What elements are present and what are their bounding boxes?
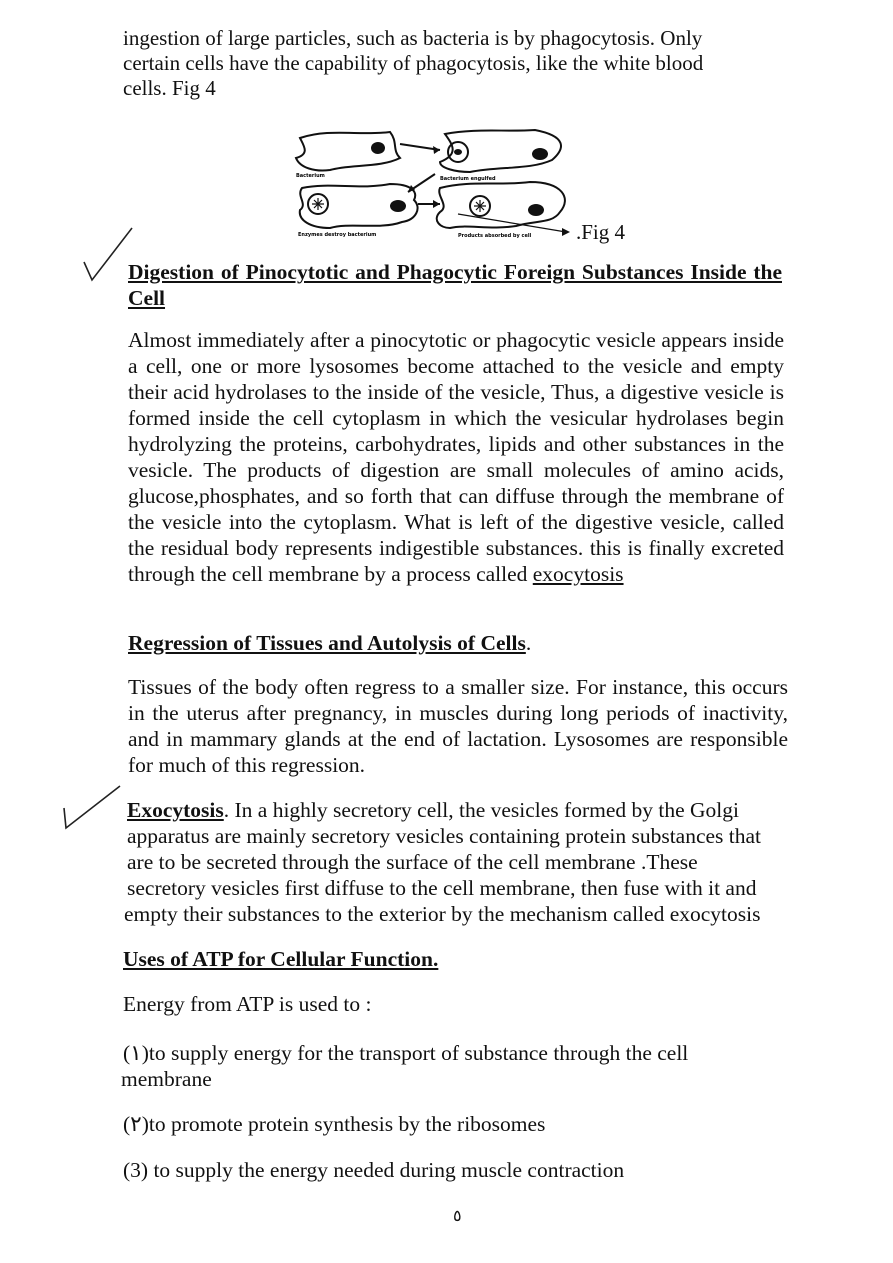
atp-heading-text: Uses of ATP for Cellular Function. bbox=[123, 947, 439, 971]
regression-heading-text: Regression of Tissues and Autolysis of Cells bbox=[128, 631, 526, 655]
exocytosis-line-2: apparatus are mainly secretory vesicles containing protein substances that bbox=[127, 824, 762, 848]
regression-heading-suffix: . bbox=[525, 631, 532, 655]
page-number: ٥ bbox=[453, 1208, 462, 1225]
atp-list-item-3 bbox=[123, 1157, 763, 1183]
intro-text: ingestion of large particles, such as bacteria is by phagocytosis. Only certain cells have the capability of phagocytosis, like the white blood cells. Fig 4 bbox=[123, 26, 704, 100]
atp-list-item-1 bbox=[123, 1040, 763, 1092]
label-bacterium: Bacterium bbox=[296, 173, 325, 179]
list-item-text: to promote protein synthesis by the ribosomes bbox=[148, 1112, 546, 1136]
exocytosis-line-3: are to be secreted through the surface of the cell membrane .These bbox=[127, 850, 698, 874]
list-item-text: to supply energy for the transport of substance through the cell bbox=[148, 1041, 689, 1065]
intro-paragraph bbox=[123, 26, 741, 101]
atp-heading bbox=[123, 946, 623, 972]
list-item-text: to supply the energy needed during muscle contraction bbox=[148, 1158, 625, 1182]
digestion-heading-text: Digestion of Pinocytotic and Phagocytic Foreign Substances Inside the Cell bbox=[128, 260, 782, 310]
atp-list-item-2 bbox=[123, 1111, 763, 1137]
list-number: (3) bbox=[123, 1158, 149, 1182]
atp-intro-text: Energy from ATP is used to : bbox=[123, 992, 372, 1016]
exocytosis-term-link: exocytosis bbox=[532, 562, 624, 586]
figure-label: .Fig 4 bbox=[576, 220, 626, 244]
regression-heading bbox=[128, 630, 782, 656]
list-item-continuation: membrane bbox=[121, 1067, 212, 1091]
list-number: (١) bbox=[123, 1041, 149, 1065]
label-products-absorbed: Products absorbed by cell bbox=[458, 233, 532, 239]
exocytosis-line-5: empty their substances to the exterior by the mechanism called exocytosis bbox=[124, 902, 761, 926]
regression-body: Tissues of the body often regress to a smaller size. For instance, this occurs in the uterus after pregnancy, in muscles during long periods of inactivity, and in mammary glands at the end of lactation. Lysosomes are responsible for much of this regression. bbox=[128, 675, 788, 777]
exocytosis-line-1: . In a highly secretory cell, the vesicles formed by the Golgi bbox=[223, 798, 739, 822]
phagocytosis-diagram bbox=[290, 124, 575, 242]
check-mark-icon bbox=[60, 784, 124, 834]
label-enzymes-destroy: Enzymes destroy bacterium bbox=[298, 232, 377, 238]
digestion-heading bbox=[128, 259, 782, 311]
exocytosis-line-4: secretory vesicles first diffuse to the cell membrane, then fuse with it and bbox=[127, 876, 757, 900]
regression-paragraph bbox=[128, 674, 788, 778]
atp-intro bbox=[123, 991, 623, 1017]
digestion-paragraph bbox=[128, 327, 784, 587]
exocytosis-term: Exocytosis bbox=[127, 798, 224, 822]
digestion-body: Almost immediately after a pinocytotic or phagocytic vesicle appears inside a cell, one or more lysosomes become attached to the vesicle and empty their acid hydrolases to the inside of the vesicle, Thus, a digestive vesicle is formed inside the cell cytoplasm in which the vesicular hydrolases begin hydrolyzing the proteins, carbohydrates, lipids and other substances in the vesicle. The products of digestion are small molecules of amino acids, glucose,phosphates, and so forth that can diffuse through the membrane of the vesicle into the cytoplasm. What is left of the digestive vesicle, called the residual body represents indigestible substances. this is finally excreted through the cell membrane by a process called bbox=[128, 328, 784, 586]
label-bacterium-engulfed: Bacterium engulfed bbox=[440, 176, 496, 182]
exocytosis-paragraph bbox=[124, 797, 797, 927]
list-number: (٢) bbox=[123, 1112, 149, 1136]
